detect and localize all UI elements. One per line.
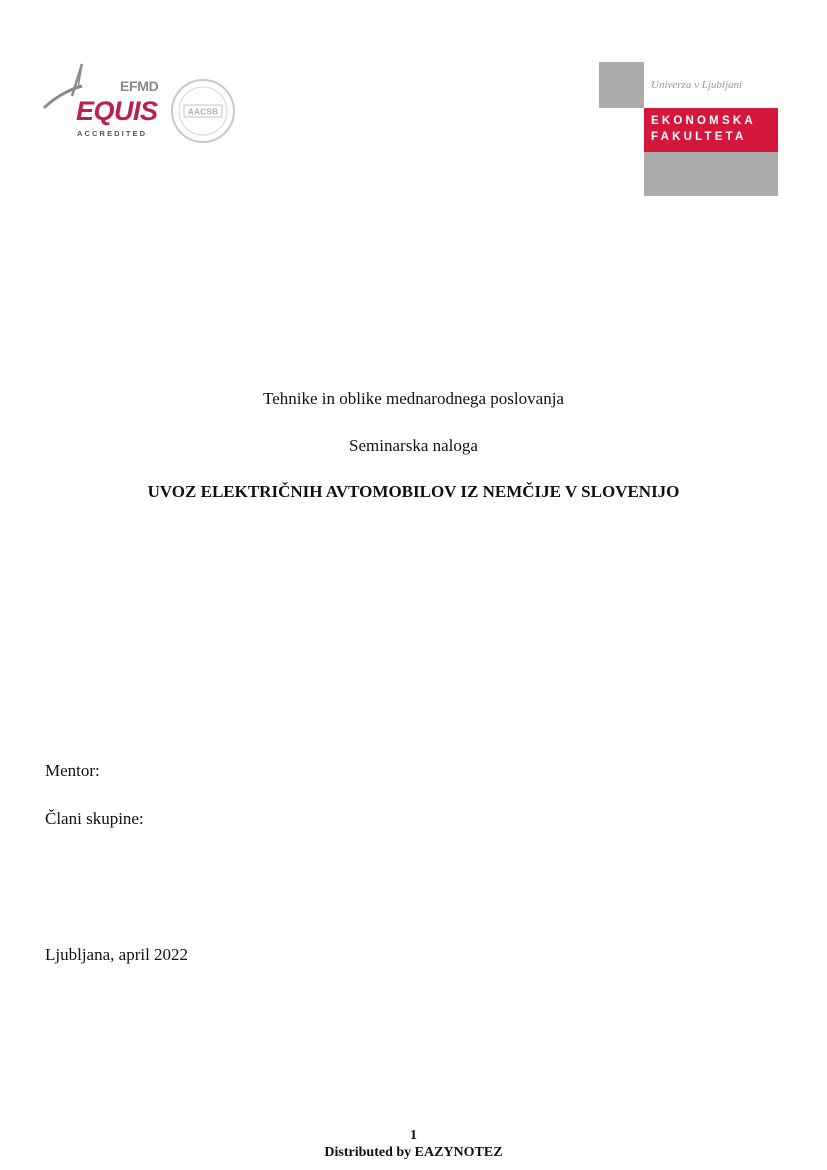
aacsb-label: AACSB: [187, 106, 219, 117]
group-members-label: Člani skupine:: [45, 809, 144, 828]
university-name: Univerza v Ljubljani: [651, 79, 743, 91]
faculty-logo: [599, 62, 779, 198]
faculty-name-line2: FAKULTETA: [651, 131, 747, 143]
place-date: Ljubljana, april 2022: [45, 945, 189, 964]
logo-grey-block: [644, 152, 778, 196]
logo-grey-square: [599, 62, 644, 108]
equis-logo: [42, 62, 167, 144]
logo-red-block: [644, 108, 778, 152]
course-name: Tehnike in oblike mednarodnega poslovanja: [263, 389, 564, 408]
faculty-name-line1: EKONOMSKA: [651, 115, 756, 127]
mentor-label: Mentor:: [45, 761, 100, 780]
efmd-label: EFMD: [120, 78, 159, 94]
equis-label: EQUIS: [76, 96, 158, 126]
document-title: UVOZ ELEKTRIČNIH AVTOMOBILOV IZ NEMČIJE V SLOVENIJO: [147, 482, 680, 501]
page-number: 1: [410, 1128, 417, 1143]
distributed-by: Distributed by EAZYNOTEZ: [324, 1145, 503, 1160]
accredited-label: ACCREDITED: [77, 129, 148, 138]
document-type: Seminarska naloga: [349, 436, 478, 455]
aacsb-seal-icon: [170, 78, 236, 144]
